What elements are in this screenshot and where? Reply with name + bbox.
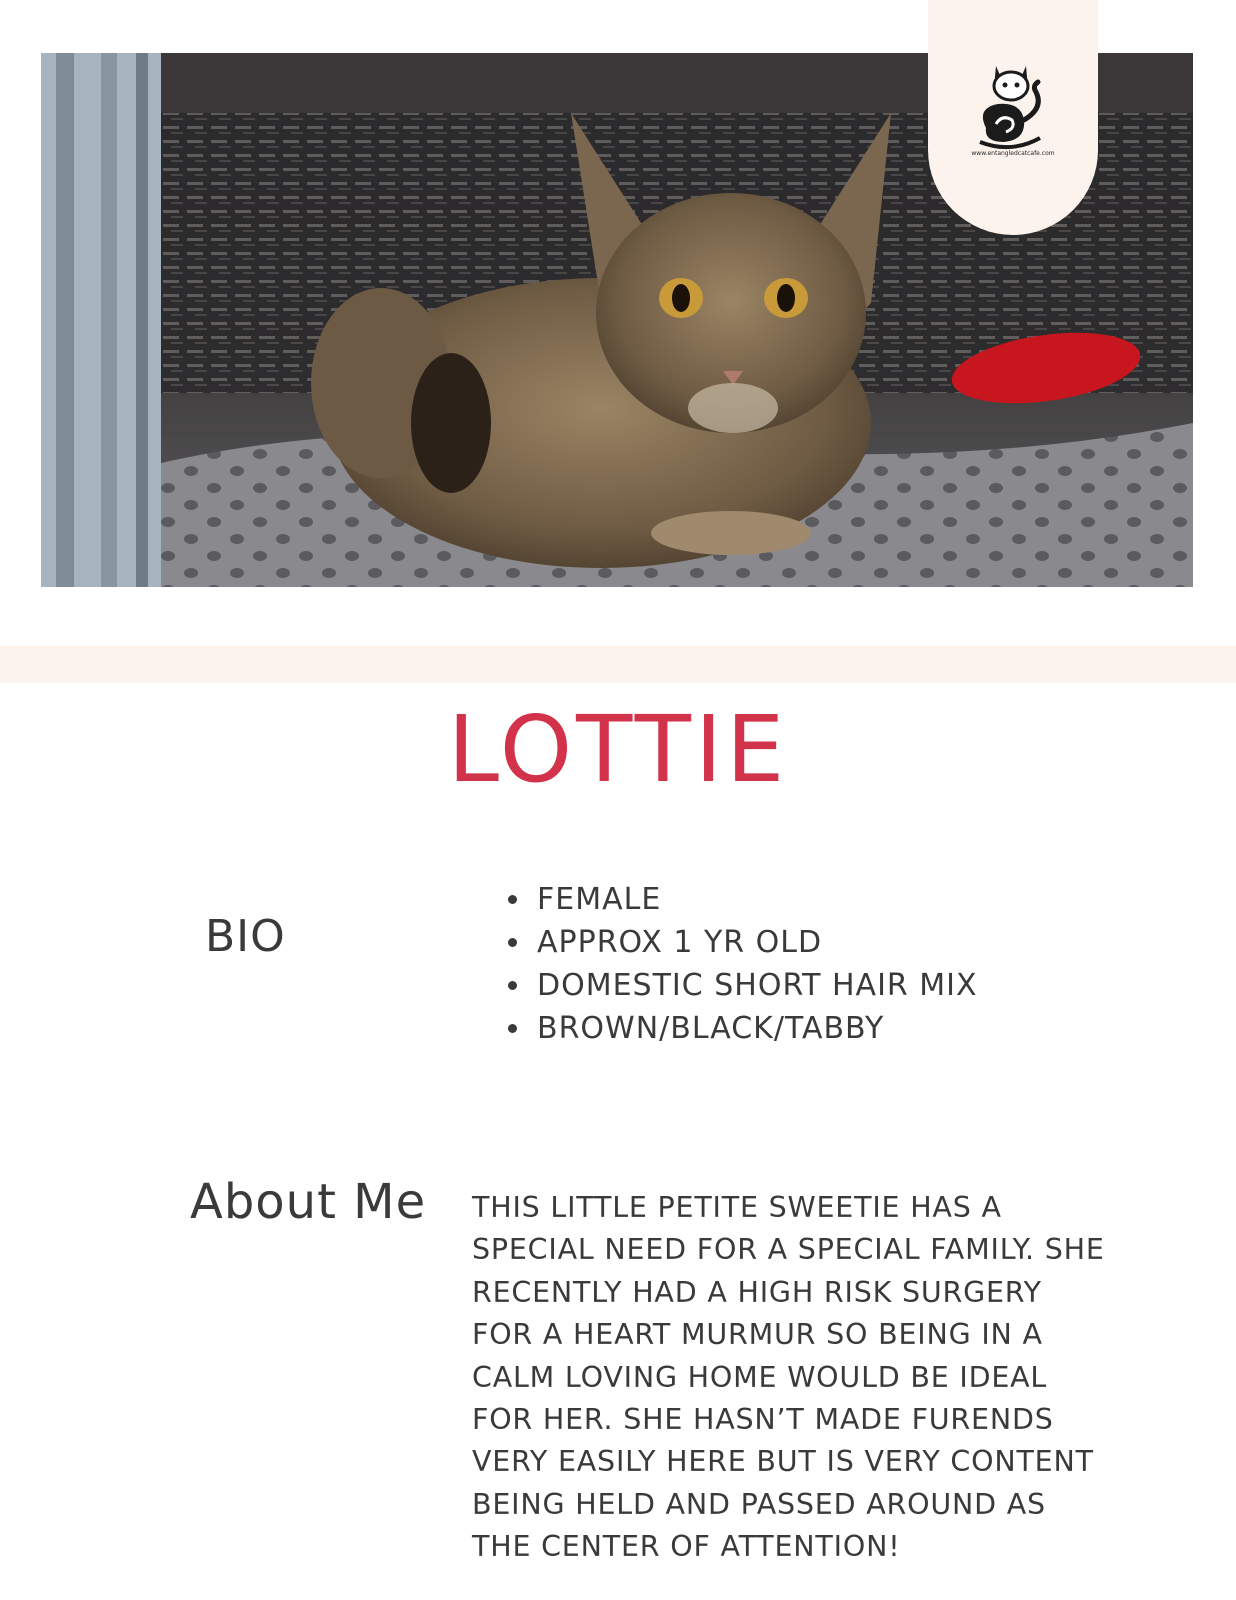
divider-band [0, 646, 1236, 683]
bio-item-color: • BROWN/BLACK/TABBY [533, 1007, 978, 1050]
cat-name-title: LOTTIE [447, 696, 789, 803]
bio-item-age: • APPROX 1 YR OLD [533, 921, 978, 964]
logo-tab [928, 0, 1098, 235]
bio-list [503, 878, 978, 1050]
bio-item-breed: • DOMESTIC SHORT HAIR MIX [533, 964, 978, 1007]
about-text: THIS LITTLE PETITE SWEETIE HAS A SPECIAL NEED FOR A SPECIAL FAMILY. SHE RECENTLY HAD A HIGH RISK SURGERY FOR A HEART MURMUR SO BEING IN A CALM LOVING HOME WOULD BE IDEAL FOR HER. SHE HASN’T MADE FURENDS VERY EASILY HERE BUT IS VERY CONTENT BEING HELD AND PASSED AROUND AS THE CENTER OF ATTENTION! [472, 1191, 1105, 1564]
bio-heading: BIO [205, 911, 286, 962]
logo-url-text: www.entangledcatcafe.com [971, 150, 1055, 157]
bio-item-sex: • FEMALE [533, 878, 978, 921]
about-heading: About Me [190, 1174, 427, 1230]
